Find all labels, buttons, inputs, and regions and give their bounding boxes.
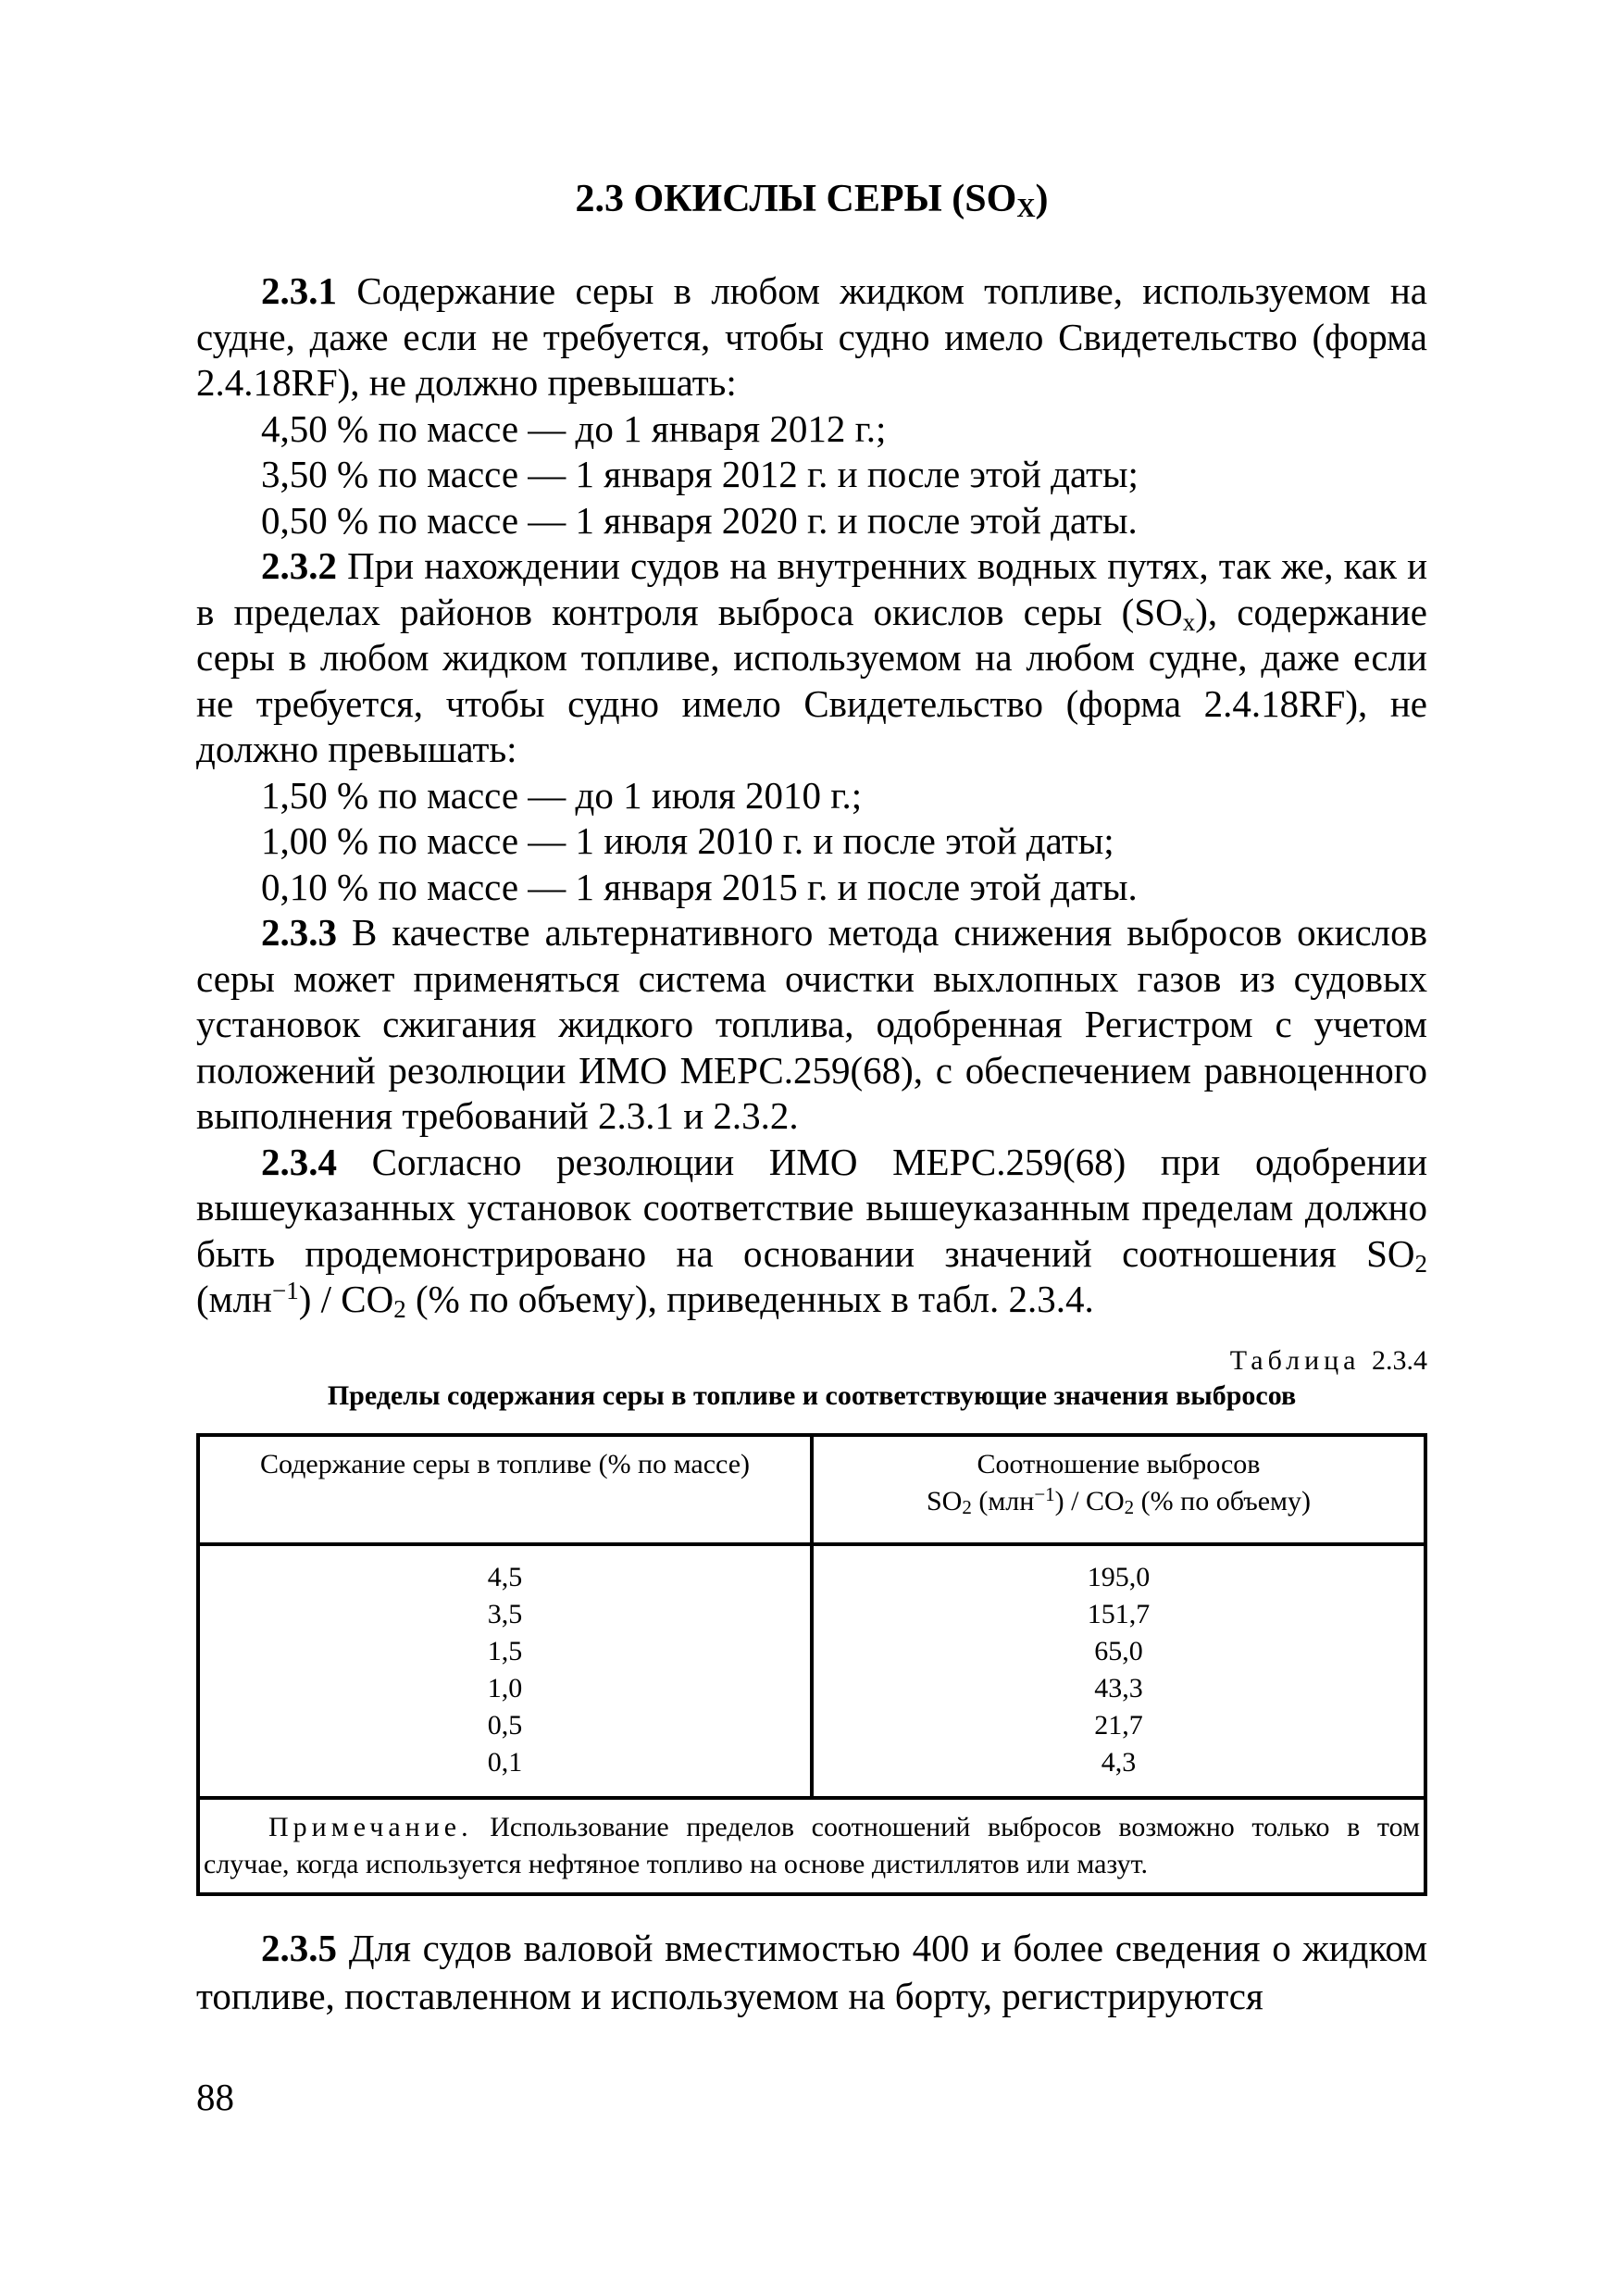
clause-number: 2.3.1 (261, 269, 337, 312)
clause-number: 2.3.4 (261, 1140, 337, 1183)
paragraph-text-cont: (млн (196, 1278, 272, 1320)
list-item: 3,50 % по массе — 1 января 2012 г. и после этой даты; (261, 453, 1139, 495)
list-item: 0,10 % по массе — 1 января 2015 г. и после этой даты. (261, 865, 1138, 908)
table-cell-ratio: 65,0 (1094, 1636, 1143, 1666)
paragraph-2-3-1 (196, 268, 1427, 406)
table-caption-word: Таблица (1229, 1345, 1361, 1376)
heading-subscript: X (1016, 194, 1036, 223)
table-cell-ratio: 43,3 (1094, 1673, 1143, 1703)
paragraph-text: В качестве альтернативного метода снижения выбросов окислов серы может применяться система очистки выхлопных газов из судовых установок сжигания жидкого топлива, одобренная Регистром с учетом положений резолюции ИМО МЕРС.259(68), с обеспечением равноценного выполнения требований 2.3.1 и 2.3.2. (196, 911, 1428, 1137)
sulfur-limits-table (196, 1433, 1427, 1896)
paragraph-text-cont: (% по объему), приведенных в табл. 2.3.4. (405, 1278, 1094, 1320)
superscript: −1 (1034, 1483, 1055, 1505)
column-header-sulfur: Содержание серы в топливе (% по массе) (198, 1435, 812, 1544)
table-cell-sulfur: 0,1 (487, 1747, 523, 1778)
table-cell-sulfur: 1,5 (487, 1636, 523, 1666)
header-text: (% по объему) (1134, 1486, 1312, 1516)
sulfur-values-cell (198, 1544, 812, 1798)
list-item: 1,50 % по массе — до 1 июля 2010 г.; (261, 773, 863, 817)
table-values-row (198, 1544, 1425, 1798)
superscript: −1 (272, 1277, 299, 1304)
clause-number: 2.3.5 (261, 1927, 337, 1969)
clause-number: 2.3.3 (261, 911, 337, 954)
list-item: 0,50 % по массе — 1 января 2020 г. и после этой даты. (261, 498, 1138, 542)
subscript: 2 (393, 1295, 406, 1323)
column-header-ratio-line1: Соотношение выбросов (977, 1449, 1261, 1479)
table-cell-ratio: 151,7 (1087, 1599, 1151, 1629)
table-cell-ratio: 21,7 (1094, 1710, 1143, 1741)
paragraph-2-3-3 (196, 910, 1427, 1140)
paragraph-text: При нахождении судов на внутренних водных путях, так же, как и в пределах районов контроля выброса окислов серы (SO (196, 544, 1428, 633)
table-cell-ratio: 4,3 (1101, 1747, 1137, 1778)
paragraph-text: Для судов валовой вместимостью 400 и более сведения о жидком топливе, поставленном и используемом на борту, регистрируются (196, 1927, 1428, 2017)
table-caption-number: 2.3.4 (1372, 1345, 1427, 1376)
header-text: (млн (971, 1486, 1035, 1516)
table-header-row (198, 1435, 1425, 1544)
column-header-ratio (812, 1435, 1425, 1544)
clause-number: 2.3.2 (261, 544, 337, 587)
paragraph-2-3-4 (196, 1140, 1427, 1323)
table-caption (1230, 1344, 1427, 1378)
paragraph-text-cont: ), содержание серы в любом жидком топливе, используемом на любом судне, даже если не требуется, чтобы судно имело Свидетельство (форма 2.4.18RF), не должно превышать: (196, 590, 1427, 770)
subscript: 2 (1124, 1496, 1135, 1518)
heading-text: 2.3 ОКИСЛЫ СЕРЫ (SO (575, 178, 1017, 220)
subscript: x (1182, 607, 1196, 636)
note-text: Использование пределов соотношений выбросов возможно только в том случае, когда используется нефтяное топливо на основе дистиллятов или мазут. (204, 1812, 1421, 1879)
ratio-values-cell (812, 1544, 1425, 1798)
table-note (198, 1798, 1425, 1894)
paragraph-text: Содержание серы в любом жидком топливе, используемом на судне, даже если не требуется, чтобы судно имело Свидетельство (форма 2.4.18RF), не должно превышать: (196, 269, 1428, 404)
heading-end: ) (1035, 178, 1049, 220)
table-title: Пределы содержания серы в топливе и соответствующие значения выбросов (327, 1380, 1297, 1411)
paragraph-2-3-2 (196, 543, 1427, 773)
list-item: 1,00 % по массе — 1 июля 2010 г. и после этой даты; (261, 819, 1114, 862)
table-note-row (198, 1798, 1425, 1894)
list-item: 4,50 % по массе — до 1 января 2012 г.; (261, 406, 887, 450)
body-text-continued (196, 1924, 1427, 2020)
subscript: 2 (962, 1496, 972, 1518)
table-cell-sulfur: 4,5 (487, 1562, 523, 1592)
header-text: ) / CO (1054, 1486, 1125, 1516)
table-cell-ratio: 195,0 (1087, 1562, 1151, 1592)
table-cell-sulfur: 3,5 (487, 1599, 523, 1629)
table-cell-sulfur: 0,5 (487, 1710, 523, 1741)
column-header-ratio-line2 (814, 1483, 1424, 1520)
paragraph-text-cont: ) / CO (298, 1278, 394, 1320)
header-text: SO (926, 1486, 963, 1516)
paragraph-text: Согласно резолюции ИМО МЕРС.259(68) при одобрении вышеуказанных установок соответствие вышеуказанным пределам должно быть продемонстрировано на основании значений соотношения SO (196, 1140, 1428, 1275)
paragraph-2-3-5 (196, 1924, 1427, 2020)
subscript: 2 (1414, 1249, 1427, 1278)
section-heading (196, 176, 1427, 232)
table-cell-sulfur: 1,0 (487, 1673, 523, 1703)
body-text (196, 268, 1427, 1323)
note-label: Примечание. (268, 1812, 473, 1842)
page-number: 88 (196, 2076, 234, 2118)
